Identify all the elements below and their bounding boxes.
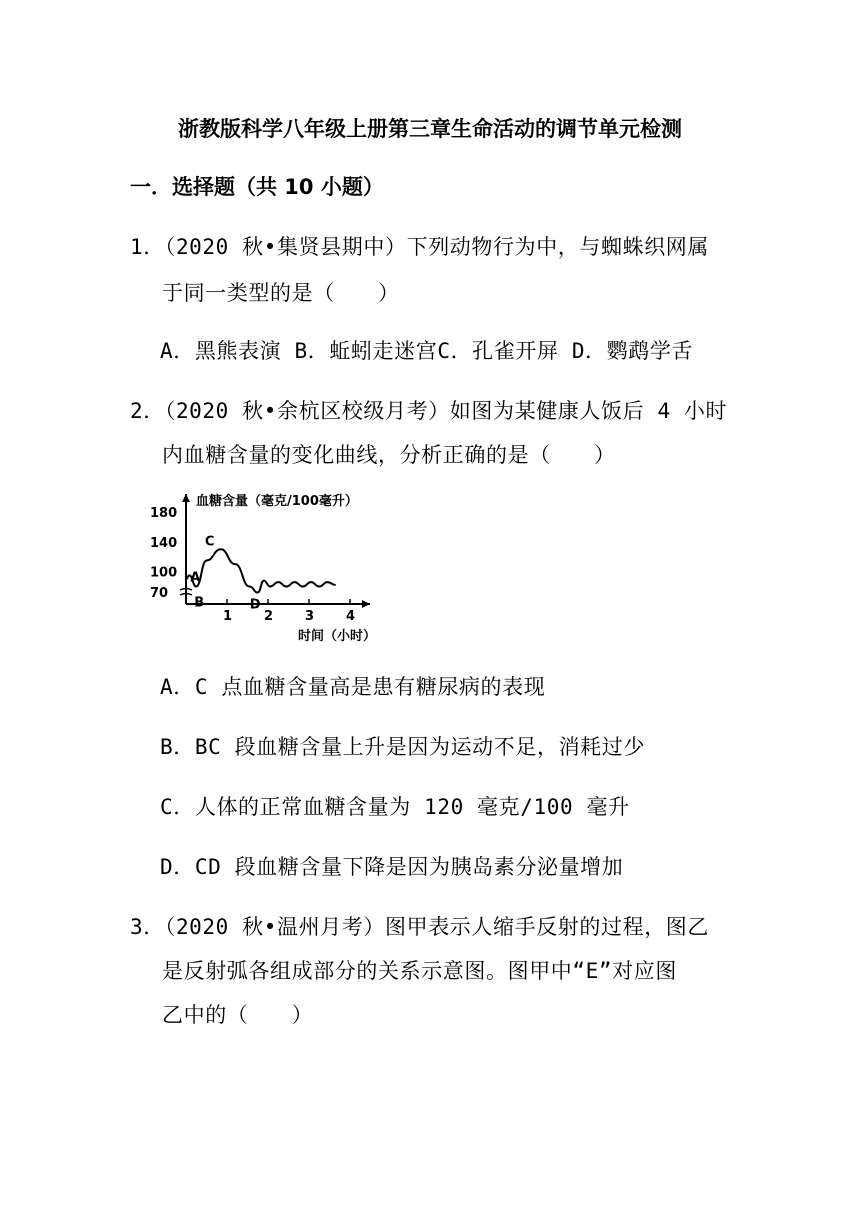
chart-axes [180, 494, 370, 608]
blood-sugar-series-line [186, 549, 336, 592]
x-tick-label: 4 [346, 609, 356, 624]
question-1-line-1: 1．（2020 秋•集贤县期中）下列动物行为中，与蜘蛛织网属 [130, 235, 709, 259]
point-label-c: C [204, 534, 215, 550]
x-axis-title: 时间（小时） [298, 629, 377, 644]
question-2-option-a: A．C 点血糖含量高是患有糖尿病的表现 [160, 675, 546, 699]
question-1-options: A．黑熊表演 B．蚯蚓走迷宫C．孔雀开屏 D．鹦鹉学舌 [160, 339, 694, 363]
question-1-line-2: 于同一类型的是（ ） [162, 281, 400, 305]
x-axis-arrow [362, 600, 370, 608]
y-axis-arrow [182, 494, 190, 502]
x-tick-label: 2 [264, 609, 274, 624]
question-2-option-d: D．CD 段血糖含量下降是因为胰岛素分泌量增加 [160, 855, 624, 879]
question-3-line-2: 是反射弧各组成部分的关系示意图。图甲中“E”对应图 [162, 959, 677, 983]
x-tick-label: 3 [305, 609, 315, 624]
point-label-b: B [194, 595, 205, 611]
section-heading: 一．选择题（共 10 小题） [130, 175, 384, 199]
y-tick-label: 100 [150, 565, 178, 581]
question-2-option-b: B．BC 段血糖含量上升是因为运动不足，消耗过少 [160, 735, 645, 759]
point-label-d: D [249, 597, 261, 613]
question-2-line-2: 内血糖含量的变化曲线，分析正确的是（ ） [162, 443, 616, 467]
blood-sugar-chart [148, 488, 388, 648]
y-tick-label: 140 [150, 535, 178, 551]
question-3-line-3: 乙中的（ ） [162, 1003, 314, 1027]
chart-text [150, 493, 376, 644]
document-title: 浙教版科学八年级上册第三章生命活动的调节单元检测 [178, 117, 682, 141]
x-tick-label: 1 [223, 609, 233, 624]
question-2-line-1: 2．（2020 秋•余杭区校级月考）如图为某健康人饭后 4 小时 [130, 399, 728, 423]
question-3-line-1: 3．（2020 秋•温州月考）图甲表示人缩手反射的过程，图乙 [130, 915, 709, 939]
chart-line [186, 549, 336, 592]
point-label-a: A [190, 570, 201, 586]
y-tick-label: 70 [150, 586, 169, 601]
question-2-option-c: C．人体的正常血糖含量为 120 毫克/100 毫升 [160, 795, 630, 819]
y-tick-label: 180 [150, 506, 178, 521]
y-axis-title: 血糖含量（毫克/100毫升） [196, 494, 358, 509]
